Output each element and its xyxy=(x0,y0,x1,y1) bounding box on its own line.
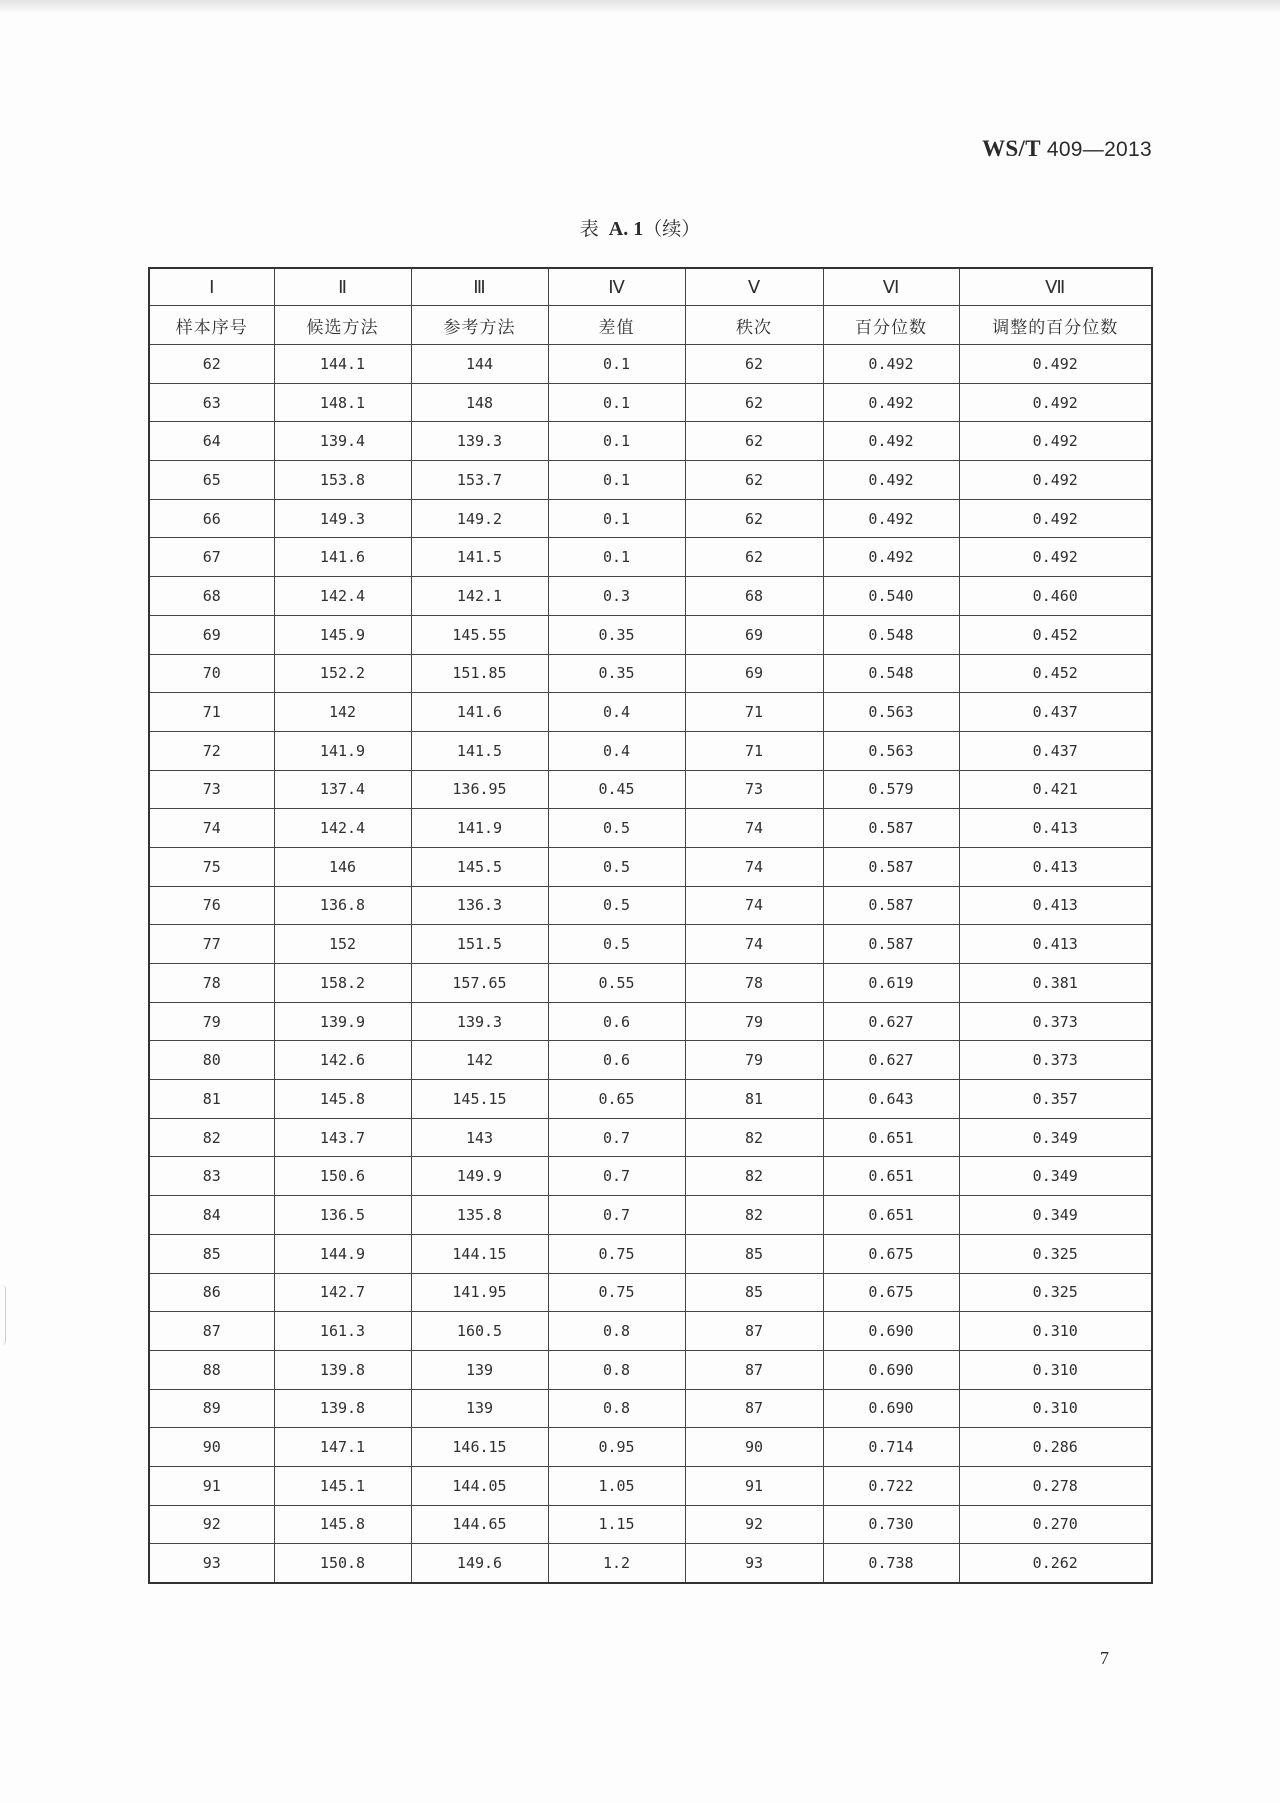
cell-adjusted-percentile: 0.413 xyxy=(959,925,1152,964)
cell-difference: 0.1 xyxy=(548,538,685,577)
column-label-sample-number: 样本序号 xyxy=(149,306,274,345)
cell-adjusted-percentile: 0.381 xyxy=(959,964,1152,1003)
cell-difference: 1.2 xyxy=(548,1544,685,1583)
cell-percentile: 0.492 xyxy=(823,538,959,577)
cell-reference-method: 153.7 xyxy=(411,461,548,500)
table-title-prefix: 表 xyxy=(579,218,599,240)
scan-edge-shadow xyxy=(0,0,1280,14)
cell-candidate-method: 150.6 xyxy=(274,1157,411,1196)
cell-candidate-method: 145.9 xyxy=(274,615,411,654)
cell-difference: 0.75 xyxy=(548,1234,685,1273)
cell-adjusted-percentile: 0.413 xyxy=(959,886,1152,925)
cell-rank: 74 xyxy=(685,809,823,848)
cell-candidate-method: 145.8 xyxy=(274,1505,411,1544)
cell-adjusted-percentile: 0.310 xyxy=(959,1389,1152,1428)
cell-sample-number: 68 xyxy=(149,577,274,616)
cell-rank: 87 xyxy=(685,1312,823,1351)
cell-candidate-method: 152 xyxy=(274,925,411,964)
cell-sample-number: 75 xyxy=(149,847,274,886)
cell-sample-number: 92 xyxy=(149,1505,274,1544)
cell-rank: 85 xyxy=(685,1273,823,1312)
cell-reference-method: 136.3 xyxy=(411,886,548,925)
table-row xyxy=(149,1544,1152,1583)
cell-sample-number: 86 xyxy=(149,1273,274,1312)
table-row xyxy=(149,538,1152,577)
cell-percentile: 0.587 xyxy=(823,886,959,925)
cell-candidate-method: 142.4 xyxy=(274,577,411,616)
cell-difference: 0.5 xyxy=(548,925,685,964)
cell-sample-number: 72 xyxy=(149,731,274,770)
cell-rank: 90 xyxy=(685,1428,823,1467)
cell-reference-method: 144 xyxy=(411,345,548,384)
cell-percentile: 0.722 xyxy=(823,1466,959,1505)
cell-percentile: 0.730 xyxy=(823,1505,959,1544)
cell-percentile: 0.587 xyxy=(823,847,959,886)
table-row xyxy=(149,925,1152,964)
cell-rank: 93 xyxy=(685,1544,823,1583)
cell-reference-method: 144.15 xyxy=(411,1234,548,1273)
cell-adjusted-percentile: 0.262 xyxy=(959,1544,1152,1583)
cell-rank: 62 xyxy=(685,383,823,422)
cell-reference-method: 144.65 xyxy=(411,1505,548,1544)
cell-sample-number: 81 xyxy=(149,1080,274,1119)
cell-reference-method: 145.55 xyxy=(411,615,548,654)
cell-difference: 0.75 xyxy=(548,1273,685,1312)
cell-reference-method: 142.1 xyxy=(411,577,548,616)
roman-header: Ⅶ xyxy=(959,268,1152,306)
cell-candidate-method: 139.8 xyxy=(274,1389,411,1428)
cell-rank: 74 xyxy=(685,886,823,925)
cell-adjusted-percentile: 0.460 xyxy=(959,577,1152,616)
cell-percentile: 0.587 xyxy=(823,809,959,848)
cell-percentile: 0.714 xyxy=(823,1428,959,1467)
cell-candidate-method: 139.8 xyxy=(274,1350,411,1389)
cell-candidate-method: 141.6 xyxy=(274,538,411,577)
cell-reference-method: 141.95 xyxy=(411,1273,548,1312)
table-row xyxy=(149,383,1152,422)
cell-reference-method: 149.9 xyxy=(411,1157,548,1196)
cell-sample-number: 84 xyxy=(149,1196,274,1235)
cell-rank: 71 xyxy=(685,731,823,770)
cell-reference-method: 149.6 xyxy=(411,1544,548,1583)
cell-percentile: 0.563 xyxy=(823,731,959,770)
table-row xyxy=(149,770,1152,809)
standard-code-prefix: WS/T xyxy=(982,136,1041,161)
cell-difference: 0.55 xyxy=(548,964,685,1003)
cell-difference: 0.8 xyxy=(548,1350,685,1389)
cell-reference-method: 151.5 xyxy=(411,925,548,964)
cell-adjusted-percentile: 0.325 xyxy=(959,1273,1152,1312)
cell-adjusted-percentile: 0.349 xyxy=(959,1118,1152,1157)
cell-rank: 62 xyxy=(685,538,823,577)
cell-candidate-method: 143.7 xyxy=(274,1118,411,1157)
column-label-reference-method: 参考方法 xyxy=(411,306,548,345)
cell-reference-method: 145.5 xyxy=(411,847,548,886)
cell-adjusted-percentile: 0.492 xyxy=(959,383,1152,422)
cell-difference: 0.1 xyxy=(548,461,685,500)
cell-candidate-method: 142.6 xyxy=(274,1041,411,1080)
cell-sample-number: 87 xyxy=(149,1312,274,1351)
table-row xyxy=(149,577,1152,616)
table-title-number: A. 1 xyxy=(608,218,644,240)
cell-percentile: 0.492 xyxy=(823,461,959,500)
cell-rank: 85 xyxy=(685,1234,823,1273)
cell-candidate-method: 158.2 xyxy=(274,964,411,1003)
cell-sample-number: 93 xyxy=(149,1544,274,1583)
cell-candidate-method: 152.2 xyxy=(274,654,411,693)
cell-adjusted-percentile: 0.278 xyxy=(959,1466,1152,1505)
cell-difference: 0.95 xyxy=(548,1428,685,1467)
cell-difference: 0.8 xyxy=(548,1312,685,1351)
cell-sample-number: 79 xyxy=(149,1002,274,1041)
table-row xyxy=(149,654,1152,693)
cell-adjusted-percentile: 0.492 xyxy=(959,499,1152,538)
roman-header-row xyxy=(149,268,1152,306)
column-label-candidate-method: 候选方法 xyxy=(274,306,411,345)
cell-sample-number: 76 xyxy=(149,886,274,925)
cell-difference: 0.7 xyxy=(548,1157,685,1196)
cell-rank: 71 xyxy=(685,693,823,732)
cell-rank: 74 xyxy=(685,847,823,886)
table-row xyxy=(149,1389,1152,1428)
standard-code-number: 409—2013 xyxy=(1046,138,1152,161)
cell-adjusted-percentile: 0.413 xyxy=(959,809,1152,848)
cell-difference: 0.4 xyxy=(548,731,685,770)
cell-reference-method: 141.9 xyxy=(411,809,548,848)
cell-rank: 73 xyxy=(685,770,823,809)
table-row xyxy=(149,1466,1152,1505)
cell-candidate-method: 145.8 xyxy=(274,1080,411,1119)
cell-candidate-method: 141.9 xyxy=(274,731,411,770)
data-table xyxy=(148,267,1153,1584)
cell-rank: 82 xyxy=(685,1157,823,1196)
cell-sample-number: 62 xyxy=(149,345,274,384)
cell-sample-number: 77 xyxy=(149,925,274,964)
cell-candidate-method: 136.8 xyxy=(274,886,411,925)
cell-sample-number: 73 xyxy=(149,770,274,809)
cell-reference-method: 145.15 xyxy=(411,1080,548,1119)
cell-rank: 91 xyxy=(685,1466,823,1505)
cell-reference-method: 148 xyxy=(411,383,548,422)
cell-reference-method: 149.2 xyxy=(411,499,548,538)
table-title-suffix: （续） xyxy=(643,218,701,240)
cell-candidate-method: 137.4 xyxy=(274,770,411,809)
table-row xyxy=(149,1080,1152,1119)
cell-reference-method: 135.8 xyxy=(411,1196,548,1235)
cell-rank: 82 xyxy=(685,1196,823,1235)
cell-candidate-method: 144.1 xyxy=(274,345,411,384)
cell-rank: 69 xyxy=(685,654,823,693)
table-row xyxy=(149,1157,1152,1196)
roman-header: Ⅰ xyxy=(149,268,274,306)
cell-reference-method: 146.15 xyxy=(411,1428,548,1467)
cell-sample-number: 90 xyxy=(149,1428,274,1467)
cell-reference-method: 141.6 xyxy=(411,693,548,732)
column-label-adjusted-percentile: 调整的百分位数 xyxy=(959,306,1152,345)
cell-adjusted-percentile: 0.492 xyxy=(959,538,1152,577)
table-body xyxy=(149,345,1152,1584)
cell-percentile: 0.738 xyxy=(823,1544,959,1583)
cell-candidate-method: 142.7 xyxy=(274,1273,411,1312)
cell-percentile: 0.587 xyxy=(823,925,959,964)
cell-adjusted-percentile: 0.373 xyxy=(959,1041,1152,1080)
cell-difference: 0.1 xyxy=(548,422,685,461)
table-title xyxy=(0,214,1280,241)
cell-sample-number: 67 xyxy=(149,538,274,577)
cell-adjusted-percentile: 0.452 xyxy=(959,615,1152,654)
cell-candidate-method: 150.8 xyxy=(274,1544,411,1583)
cell-candidate-method: 136.5 xyxy=(274,1196,411,1235)
cell-percentile: 0.651 xyxy=(823,1118,959,1157)
cell-adjusted-percentile: 0.492 xyxy=(959,422,1152,461)
cell-reference-method: 139 xyxy=(411,1389,548,1428)
cell-difference: 0.6 xyxy=(548,1041,685,1080)
table-row xyxy=(149,461,1152,500)
cell-sample-number: 74 xyxy=(149,809,274,848)
cell-candidate-method: 142 xyxy=(274,693,411,732)
cell-rank: 62 xyxy=(685,422,823,461)
cell-percentile: 0.643 xyxy=(823,1080,959,1119)
cell-percentile: 0.579 xyxy=(823,770,959,809)
column-label-difference: 差值 xyxy=(548,306,685,345)
table-row xyxy=(149,422,1152,461)
cell-adjusted-percentile: 0.310 xyxy=(959,1312,1152,1351)
cell-reference-method: 139.3 xyxy=(411,1002,548,1041)
cell-difference: 0.5 xyxy=(548,886,685,925)
cell-percentile: 0.627 xyxy=(823,1041,959,1080)
table-row xyxy=(149,1350,1152,1389)
cell-candidate-method: 153.8 xyxy=(274,461,411,500)
cell-sample-number: 85 xyxy=(149,1234,274,1273)
cell-percentile: 0.690 xyxy=(823,1312,959,1351)
cell-percentile: 0.651 xyxy=(823,1157,959,1196)
cell-difference: 0.3 xyxy=(548,577,685,616)
cell-sample-number: 66 xyxy=(149,499,274,538)
table-row xyxy=(149,847,1152,886)
cell-percentile: 0.492 xyxy=(823,345,959,384)
cell-percentile: 0.492 xyxy=(823,422,959,461)
cell-adjusted-percentile: 0.413 xyxy=(959,847,1152,886)
cell-percentile: 0.675 xyxy=(823,1234,959,1273)
table-row xyxy=(149,345,1152,384)
table-row xyxy=(149,1273,1152,1312)
table-row xyxy=(149,809,1152,848)
cell-candidate-method: 142.4 xyxy=(274,809,411,848)
cell-difference: 1.15 xyxy=(548,1505,685,1544)
cell-reference-method: 142 xyxy=(411,1041,548,1080)
cell-difference: 0.5 xyxy=(548,847,685,886)
cell-difference: 0.1 xyxy=(548,383,685,422)
cell-difference: 0.7 xyxy=(548,1118,685,1157)
cell-reference-method: 157.65 xyxy=(411,964,548,1003)
column-label-rank: 秩次 xyxy=(685,306,823,345)
cell-adjusted-percentile: 0.437 xyxy=(959,693,1152,732)
cell-reference-method: 139 xyxy=(411,1350,548,1389)
cell-adjusted-percentile: 0.325 xyxy=(959,1234,1152,1273)
roman-header: Ⅳ xyxy=(548,268,685,306)
cell-percentile: 0.548 xyxy=(823,615,959,654)
cell-difference: 0.45 xyxy=(548,770,685,809)
cell-reference-method: 143 xyxy=(411,1118,548,1157)
cell-rank: 81 xyxy=(685,1080,823,1119)
cell-rank: 69 xyxy=(685,615,823,654)
cell-rank: 82 xyxy=(685,1118,823,1157)
cell-reference-method: 160.5 xyxy=(411,1312,548,1351)
cell-difference: 0.7 xyxy=(548,1196,685,1235)
cell-candidate-method: 144.9 xyxy=(274,1234,411,1273)
cell-percentile: 0.651 xyxy=(823,1196,959,1235)
cell-sample-number: 71 xyxy=(149,693,274,732)
table-row xyxy=(149,1002,1152,1041)
cell-percentile: 0.690 xyxy=(823,1389,959,1428)
binding-mark xyxy=(2,1285,6,1345)
page-number: 7 xyxy=(1100,1648,1109,1668)
cell-percentile: 0.492 xyxy=(823,383,959,422)
cell-difference: 0.65 xyxy=(548,1080,685,1119)
cell-percentile: 0.540 xyxy=(823,577,959,616)
cell-adjusted-percentile: 0.349 xyxy=(959,1196,1152,1235)
cell-candidate-method: 147.1 xyxy=(274,1428,411,1467)
cell-candidate-method: 149.3 xyxy=(274,499,411,538)
cell-rank: 62 xyxy=(685,499,823,538)
table-row xyxy=(149,886,1152,925)
standard-code xyxy=(982,136,1152,162)
cell-candidate-method: 148.1 xyxy=(274,383,411,422)
table-row xyxy=(149,731,1152,770)
cell-adjusted-percentile: 0.421 xyxy=(959,770,1152,809)
cell-candidate-method: 139.4 xyxy=(274,422,411,461)
cell-difference: 0.5 xyxy=(548,809,685,848)
cell-rank: 87 xyxy=(685,1389,823,1428)
cell-rank: 62 xyxy=(685,461,823,500)
roman-header: Ⅱ xyxy=(274,268,411,306)
cell-sample-number: 80 xyxy=(149,1041,274,1080)
cell-candidate-method: 146 xyxy=(274,847,411,886)
cell-sample-number: 64 xyxy=(149,422,274,461)
cell-sample-number: 78 xyxy=(149,964,274,1003)
cell-percentile: 0.675 xyxy=(823,1273,959,1312)
cell-sample-number: 63 xyxy=(149,383,274,422)
cell-difference: 1.05 xyxy=(548,1466,685,1505)
cell-percentile: 0.548 xyxy=(823,654,959,693)
cell-sample-number: 89 xyxy=(149,1389,274,1428)
cell-rank: 87 xyxy=(685,1350,823,1389)
cell-reference-method: 144.05 xyxy=(411,1466,548,1505)
cell-adjusted-percentile: 0.349 xyxy=(959,1157,1152,1196)
cell-rank: 92 xyxy=(685,1505,823,1544)
cell-difference: 0.35 xyxy=(548,615,685,654)
table-row xyxy=(149,1428,1152,1467)
table-row xyxy=(149,1505,1152,1544)
cell-reference-method: 139.3 xyxy=(411,422,548,461)
cell-rank: 79 xyxy=(685,1002,823,1041)
cell-sample-number: 83 xyxy=(149,1157,274,1196)
cell-reference-method: 141.5 xyxy=(411,731,548,770)
table-row xyxy=(149,1041,1152,1080)
cell-percentile: 0.619 xyxy=(823,964,959,1003)
cell-sample-number: 70 xyxy=(149,654,274,693)
table-row xyxy=(149,1234,1152,1273)
cell-rank: 74 xyxy=(685,925,823,964)
table-row xyxy=(149,615,1152,654)
cell-difference: 0.6 xyxy=(548,1002,685,1041)
cell-adjusted-percentile: 0.357 xyxy=(959,1080,1152,1119)
cell-sample-number: 69 xyxy=(149,615,274,654)
cell-difference: 0.4 xyxy=(548,693,685,732)
cell-percentile: 0.563 xyxy=(823,693,959,732)
roman-header: Ⅵ xyxy=(823,268,959,306)
table-row xyxy=(149,499,1152,538)
cell-reference-method: 151.85 xyxy=(411,654,548,693)
cell-rank: 79 xyxy=(685,1041,823,1080)
table-row xyxy=(149,1196,1152,1235)
cell-adjusted-percentile: 0.492 xyxy=(959,345,1152,384)
cell-rank: 78 xyxy=(685,964,823,1003)
cell-difference: 0.1 xyxy=(548,499,685,538)
cell-adjusted-percentile: 0.270 xyxy=(959,1505,1152,1544)
table-row xyxy=(149,1312,1152,1351)
cell-candidate-method: 161.3 xyxy=(274,1312,411,1351)
cell-reference-method: 141.5 xyxy=(411,538,548,577)
cell-rank: 62 xyxy=(685,345,823,384)
cell-sample-number: 88 xyxy=(149,1350,274,1389)
cell-adjusted-percentile: 0.310 xyxy=(959,1350,1152,1389)
cell-difference: 0.35 xyxy=(548,654,685,693)
table-row xyxy=(149,693,1152,732)
cell-difference: 0.1 xyxy=(548,345,685,384)
roman-header: Ⅴ xyxy=(685,268,823,306)
cell-adjusted-percentile: 0.492 xyxy=(959,461,1152,500)
cell-sample-number: 65 xyxy=(149,461,274,500)
cell-sample-number: 91 xyxy=(149,1466,274,1505)
table-row xyxy=(149,1118,1152,1157)
roman-header: Ⅲ xyxy=(411,268,548,306)
cell-difference: 0.8 xyxy=(548,1389,685,1428)
cell-percentile: 0.492 xyxy=(823,499,959,538)
cell-adjusted-percentile: 0.373 xyxy=(959,1002,1152,1041)
cell-adjusted-percentile: 0.286 xyxy=(959,1428,1152,1467)
cell-sample-number: 82 xyxy=(149,1118,274,1157)
cell-adjusted-percentile: 0.437 xyxy=(959,731,1152,770)
cell-candidate-method: 145.1 xyxy=(274,1466,411,1505)
cell-percentile: 0.690 xyxy=(823,1350,959,1389)
column-label-percentile: 百分位数 xyxy=(823,306,959,345)
cell-adjusted-percentile: 0.452 xyxy=(959,654,1152,693)
cell-percentile: 0.627 xyxy=(823,1002,959,1041)
column-label-row xyxy=(149,306,1152,345)
cell-candidate-method: 139.9 xyxy=(274,1002,411,1041)
cell-rank: 68 xyxy=(685,577,823,616)
table-row xyxy=(149,964,1152,1003)
cell-reference-method: 136.95 xyxy=(411,770,548,809)
